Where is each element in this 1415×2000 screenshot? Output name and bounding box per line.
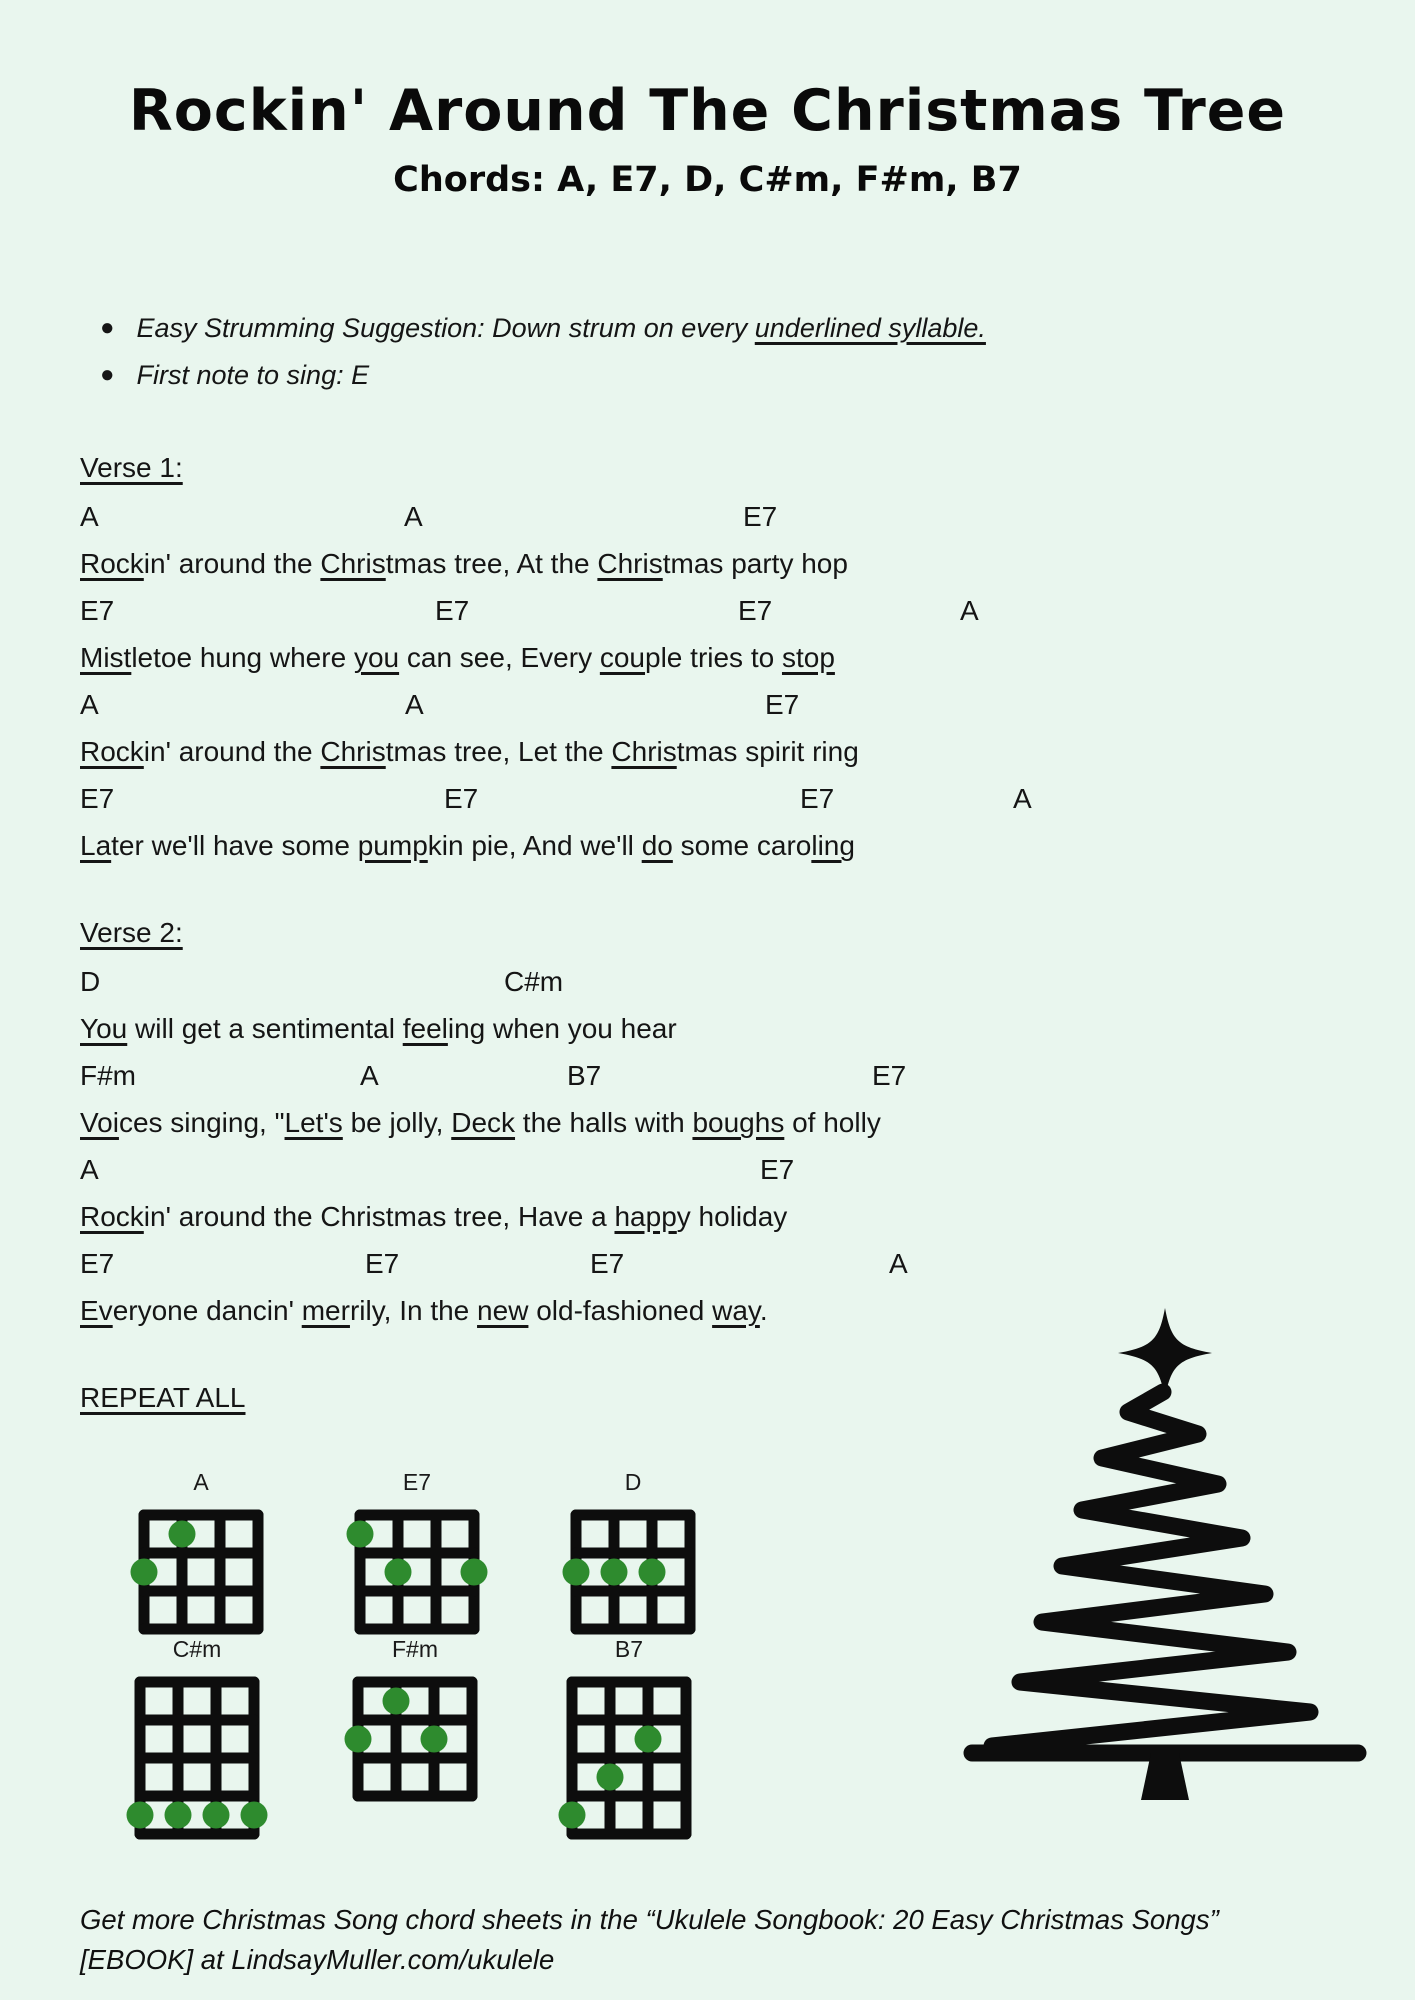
underlined-syllable: happ bbox=[614, 1201, 677, 1232]
underlined-syllable: boughs bbox=[692, 1107, 785, 1138]
notes-list bbox=[100, 312, 986, 406]
finger-dot bbox=[127, 1802, 154, 1829]
page-title: Rockin' Around The Christmas Tree bbox=[128, 78, 1287, 144]
finger-dot bbox=[385, 1559, 412, 1586]
chord-symbol: E7 bbox=[435, 595, 470, 626]
underlined-syllable: ling bbox=[811, 830, 855, 861]
lyric-text: tmas spirit ring bbox=[676, 736, 859, 767]
lyric-text: eryone dancin' bbox=[112, 1295, 302, 1326]
lyric-row bbox=[80, 730, 1200, 777]
lyric-text: tmas party hop bbox=[662, 548, 848, 579]
underlined-syllable: Deck bbox=[451, 1107, 516, 1138]
finger-dot bbox=[131, 1559, 158, 1586]
bullet-icon: ● bbox=[100, 361, 115, 388]
underlined-syllable: way bbox=[712, 1295, 760, 1326]
underlined-syllable: Chris bbox=[320, 548, 386, 579]
lyric-row bbox=[80, 824, 1200, 871]
chord-symbol: E7 bbox=[590, 1248, 625, 1279]
chord-symbol: A bbox=[960, 595, 979, 626]
chord-symbol: B7 bbox=[567, 1060, 602, 1091]
chord-symbol: E7 bbox=[444, 783, 479, 814]
lyric-text: ces singing, " bbox=[118, 1107, 285, 1138]
diagram-label: C#m bbox=[172, 1636, 222, 1662]
underlined-syllable: Rock bbox=[80, 548, 144, 579]
chord-row bbox=[80, 589, 1200, 636]
chord-row bbox=[80, 1242, 1200, 1289]
note-text bbox=[137, 312, 986, 344]
footer-line-2: [EBOOK] at LindsayMuller.com/ukulele bbox=[80, 1944, 555, 1975]
underlined-syllable: Chris bbox=[597, 548, 663, 579]
chord-symbol: E7 bbox=[738, 595, 773, 626]
chord-symbol: E7 bbox=[800, 783, 835, 814]
chord-symbol: E7 bbox=[80, 1248, 115, 1279]
lyric-row bbox=[80, 1007, 1200, 1054]
finger-dot bbox=[461, 1559, 488, 1586]
underlined-syllable: mer bbox=[301, 1295, 350, 1326]
chord-row bbox=[80, 1148, 1200, 1195]
finger-dot bbox=[383, 1688, 410, 1715]
finger-dot bbox=[241, 1802, 268, 1829]
page-subtitle: Chords: A, E7, D, C#m, F#m, B7 bbox=[393, 160, 1022, 200]
lyric-text: the halls with bbox=[515, 1107, 693, 1138]
finger-dot bbox=[601, 1559, 628, 1586]
finger-dot bbox=[597, 1764, 624, 1791]
finger-dot bbox=[635, 1726, 662, 1753]
lyric-text: ing when you hear bbox=[447, 1013, 677, 1044]
lyric-text: of holly bbox=[784, 1107, 881, 1138]
chord-symbol: A bbox=[1013, 783, 1032, 814]
diagram-label: D bbox=[624, 1469, 642, 1495]
chord-symbol: A bbox=[80, 1154, 99, 1185]
underlined-syllable: pump bbox=[357, 830, 428, 861]
underlined-syllable: Voi bbox=[80, 1107, 119, 1138]
chord-symbol: E7 bbox=[80, 783, 115, 814]
chord-symbol: E7 bbox=[365, 1248, 400, 1279]
underlined-syllable: Mist bbox=[80, 642, 132, 673]
lyric-text: First note to sing: E bbox=[136, 360, 370, 390]
note-text bbox=[137, 359, 370, 391]
footer-note bbox=[80, 1900, 1350, 1980]
underlined-syllable: cou bbox=[599, 642, 646, 673]
lyric-text: ple tries to bbox=[645, 642, 782, 673]
chord-symbol: C#m bbox=[504, 966, 564, 997]
song-body bbox=[80, 448, 1200, 1425]
chord-diagram-csharpm bbox=[124, 1666, 270, 1850]
lyric-row bbox=[80, 1101, 1200, 1148]
chord-diagram-a bbox=[128, 1499, 274, 1645]
lyric-text: kin pie, And we'll bbox=[427, 830, 642, 861]
lyric-text: in' around the Christmas tree, Have a bbox=[143, 1201, 615, 1232]
diagram-label: F#m bbox=[392, 1636, 438, 1662]
underlined-syllable: stop bbox=[781, 642, 835, 673]
chord-symbol: F#m bbox=[80, 1060, 136, 1091]
underlined-syllable: Chris bbox=[611, 736, 677, 767]
underlined-syllable: new bbox=[477, 1295, 529, 1326]
finger-dot bbox=[169, 1521, 196, 1548]
underlined-syllable: underlined syllable. bbox=[754, 313, 986, 343]
section-heading: Verse 1: bbox=[80, 452, 183, 483]
bullet-icon: ● bbox=[100, 314, 115, 341]
note-item bbox=[100, 312, 986, 344]
lyric-text: ter we'll have some bbox=[111, 830, 358, 861]
chord-row bbox=[80, 683, 1200, 730]
chord-diagram-d bbox=[560, 1499, 706, 1645]
diagram-label: B7 bbox=[614, 1636, 644, 1662]
lyric-row bbox=[80, 1195, 1200, 1242]
diagram-label: A bbox=[193, 1469, 209, 1495]
section-gap bbox=[80, 871, 1200, 913]
lyric-text: Easy Strumming Suggestion: Down strum on every bbox=[136, 313, 755, 343]
underlined-syllable: La bbox=[80, 830, 112, 861]
lyric-text: be jolly, bbox=[342, 1107, 452, 1138]
underlined-syllable: do bbox=[641, 830, 673, 861]
finger-dot bbox=[165, 1802, 192, 1829]
chord-diagram-fsharpm bbox=[342, 1666, 488, 1812]
chord-symbol: A bbox=[360, 1060, 379, 1091]
chord-row bbox=[80, 960, 1200, 1007]
finger-dot bbox=[559, 1802, 586, 1829]
finger-dot bbox=[421, 1726, 448, 1753]
note-item bbox=[100, 359, 986, 391]
chord-symbol: D bbox=[80, 966, 101, 997]
tree-zigzag bbox=[992, 1392, 1310, 1746]
section-heading: REPEAT ALL bbox=[80, 1382, 246, 1413]
chord-symbol: E7 bbox=[80, 595, 115, 626]
lyric-text: some caro bbox=[672, 830, 812, 861]
underlined-syllable: Rock bbox=[80, 1201, 144, 1232]
chord-symbol: A bbox=[80, 501, 99, 532]
diagram-label: E7 bbox=[402, 1469, 432, 1495]
footer-line-1: Get more Christmas Song chord sheets in the “Ukulele Songbook: 20 Easy Christmas Songs” bbox=[80, 1904, 1219, 1935]
chord-row bbox=[80, 495, 1200, 542]
lyric-text: letoe hung where bbox=[131, 642, 354, 673]
finger-dot bbox=[563, 1559, 590, 1586]
underlined-syllable: Let's bbox=[284, 1107, 343, 1138]
finger-dot bbox=[639, 1559, 666, 1586]
chord-diagram-b7 bbox=[556, 1666, 702, 1850]
finger-dot bbox=[345, 1726, 372, 1753]
lyric-text: can see, Every bbox=[399, 642, 600, 673]
chord-symbol: E7 bbox=[872, 1060, 907, 1091]
chord-symbol: A bbox=[80, 689, 99, 720]
finger-dot bbox=[203, 1802, 230, 1829]
chord-row bbox=[80, 777, 1200, 824]
chord-symbol: A bbox=[405, 689, 424, 720]
christmas-tree-graphic bbox=[950, 1300, 1380, 1800]
underlined-syllable: Chris bbox=[320, 736, 386, 767]
chord-symbol: E7 bbox=[760, 1154, 795, 1185]
lyric-text: . bbox=[759, 1295, 768, 1326]
finger-dot bbox=[347, 1521, 374, 1548]
chord-symbol: A bbox=[404, 501, 423, 532]
lyric-text: tmas tree, Let the bbox=[385, 736, 612, 767]
lyric-row bbox=[80, 636, 1200, 683]
lyric-text: in' around the bbox=[143, 548, 321, 579]
lyric-text: will get a sentimental bbox=[127, 1013, 403, 1044]
lyric-text: y holiday bbox=[676, 1201, 788, 1232]
lyric-row bbox=[80, 542, 1200, 589]
chord-row bbox=[80, 1054, 1200, 1101]
lyric-text: tmas tree, At the bbox=[385, 548, 598, 579]
underlined-syllable: Rock bbox=[80, 736, 144, 767]
chord-symbol: E7 bbox=[743, 501, 778, 532]
chord-diagram-e7 bbox=[344, 1499, 490, 1645]
underlined-syllable: You bbox=[80, 1013, 128, 1044]
lyric-text: rily, In the bbox=[349, 1295, 478, 1326]
underlined-syllable: you bbox=[353, 642, 400, 673]
underlined-syllable: feel bbox=[402, 1013, 448, 1044]
chord-symbol: E7 bbox=[765, 689, 800, 720]
lyric-text: old-fashioned bbox=[528, 1295, 713, 1326]
lyric-text: in' around the bbox=[143, 736, 321, 767]
section-heading: Verse 2: bbox=[80, 917, 183, 948]
underlined-syllable: Ev bbox=[80, 1295, 113, 1326]
chord-symbol: A bbox=[889, 1248, 908, 1279]
